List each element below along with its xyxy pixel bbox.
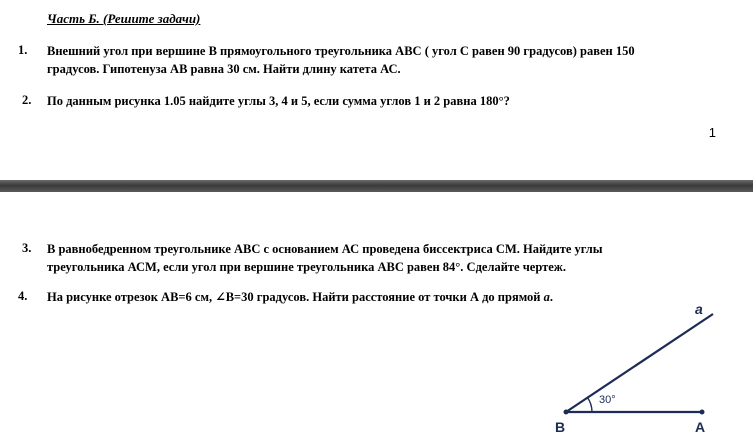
page-1 xyxy=(0,0,753,180)
task-3-line-2: треугольника АСМ, если угол при вершине треугольника АВС равен 84°. Сделайте чертеж. xyxy=(47,260,566,274)
task-4-variable: а xyxy=(543,290,550,304)
task-2-line-1: По данным рисунка 1.05 найдите углы 3, 4 и 5, если сумма углов 1 и 2 равна 180°? xyxy=(47,94,510,108)
point-b-label: B xyxy=(555,419,566,435)
geometry-figure xyxy=(0,192,753,444)
page-separator xyxy=(0,180,753,192)
task-4-number: 4. xyxy=(18,289,28,303)
task-4-text: На рисунке отрезок АВ=6 см, ∠В=30 градусов. Найти расстояние от точки А до прямой xyxy=(47,290,544,304)
point-a-label: A xyxy=(695,419,706,435)
angle-label: 30° xyxy=(599,394,616,406)
point-a-dot xyxy=(700,410,705,415)
section-title: Часть Б. (Решите задачи) xyxy=(47,11,201,26)
page-2 xyxy=(0,192,753,444)
task-2-number: 2. xyxy=(22,93,32,107)
angle-arc xyxy=(588,398,592,412)
point-b-dot xyxy=(564,410,569,415)
task-1-line-1: Внешний угол при вершине В прямоугольного треугольника АВС ( угол С равен 90 градусов) равен 150 xyxy=(47,44,635,58)
task-3-line-1: В равнобедренном треугольнике АВС с основанием АС проведена биссектриса СМ. Найдите углы xyxy=(47,242,603,256)
page-number: 1 xyxy=(708,125,716,140)
task-4-period: . xyxy=(549,290,554,304)
task-1-line-2: градусов. Гипотенуза АВ равна 30 см. Найти длину катета АС. xyxy=(47,62,401,76)
task-3-number: 3. xyxy=(22,241,32,255)
task-1-number: 1. xyxy=(18,43,28,57)
line-a-label: a xyxy=(695,301,703,317)
